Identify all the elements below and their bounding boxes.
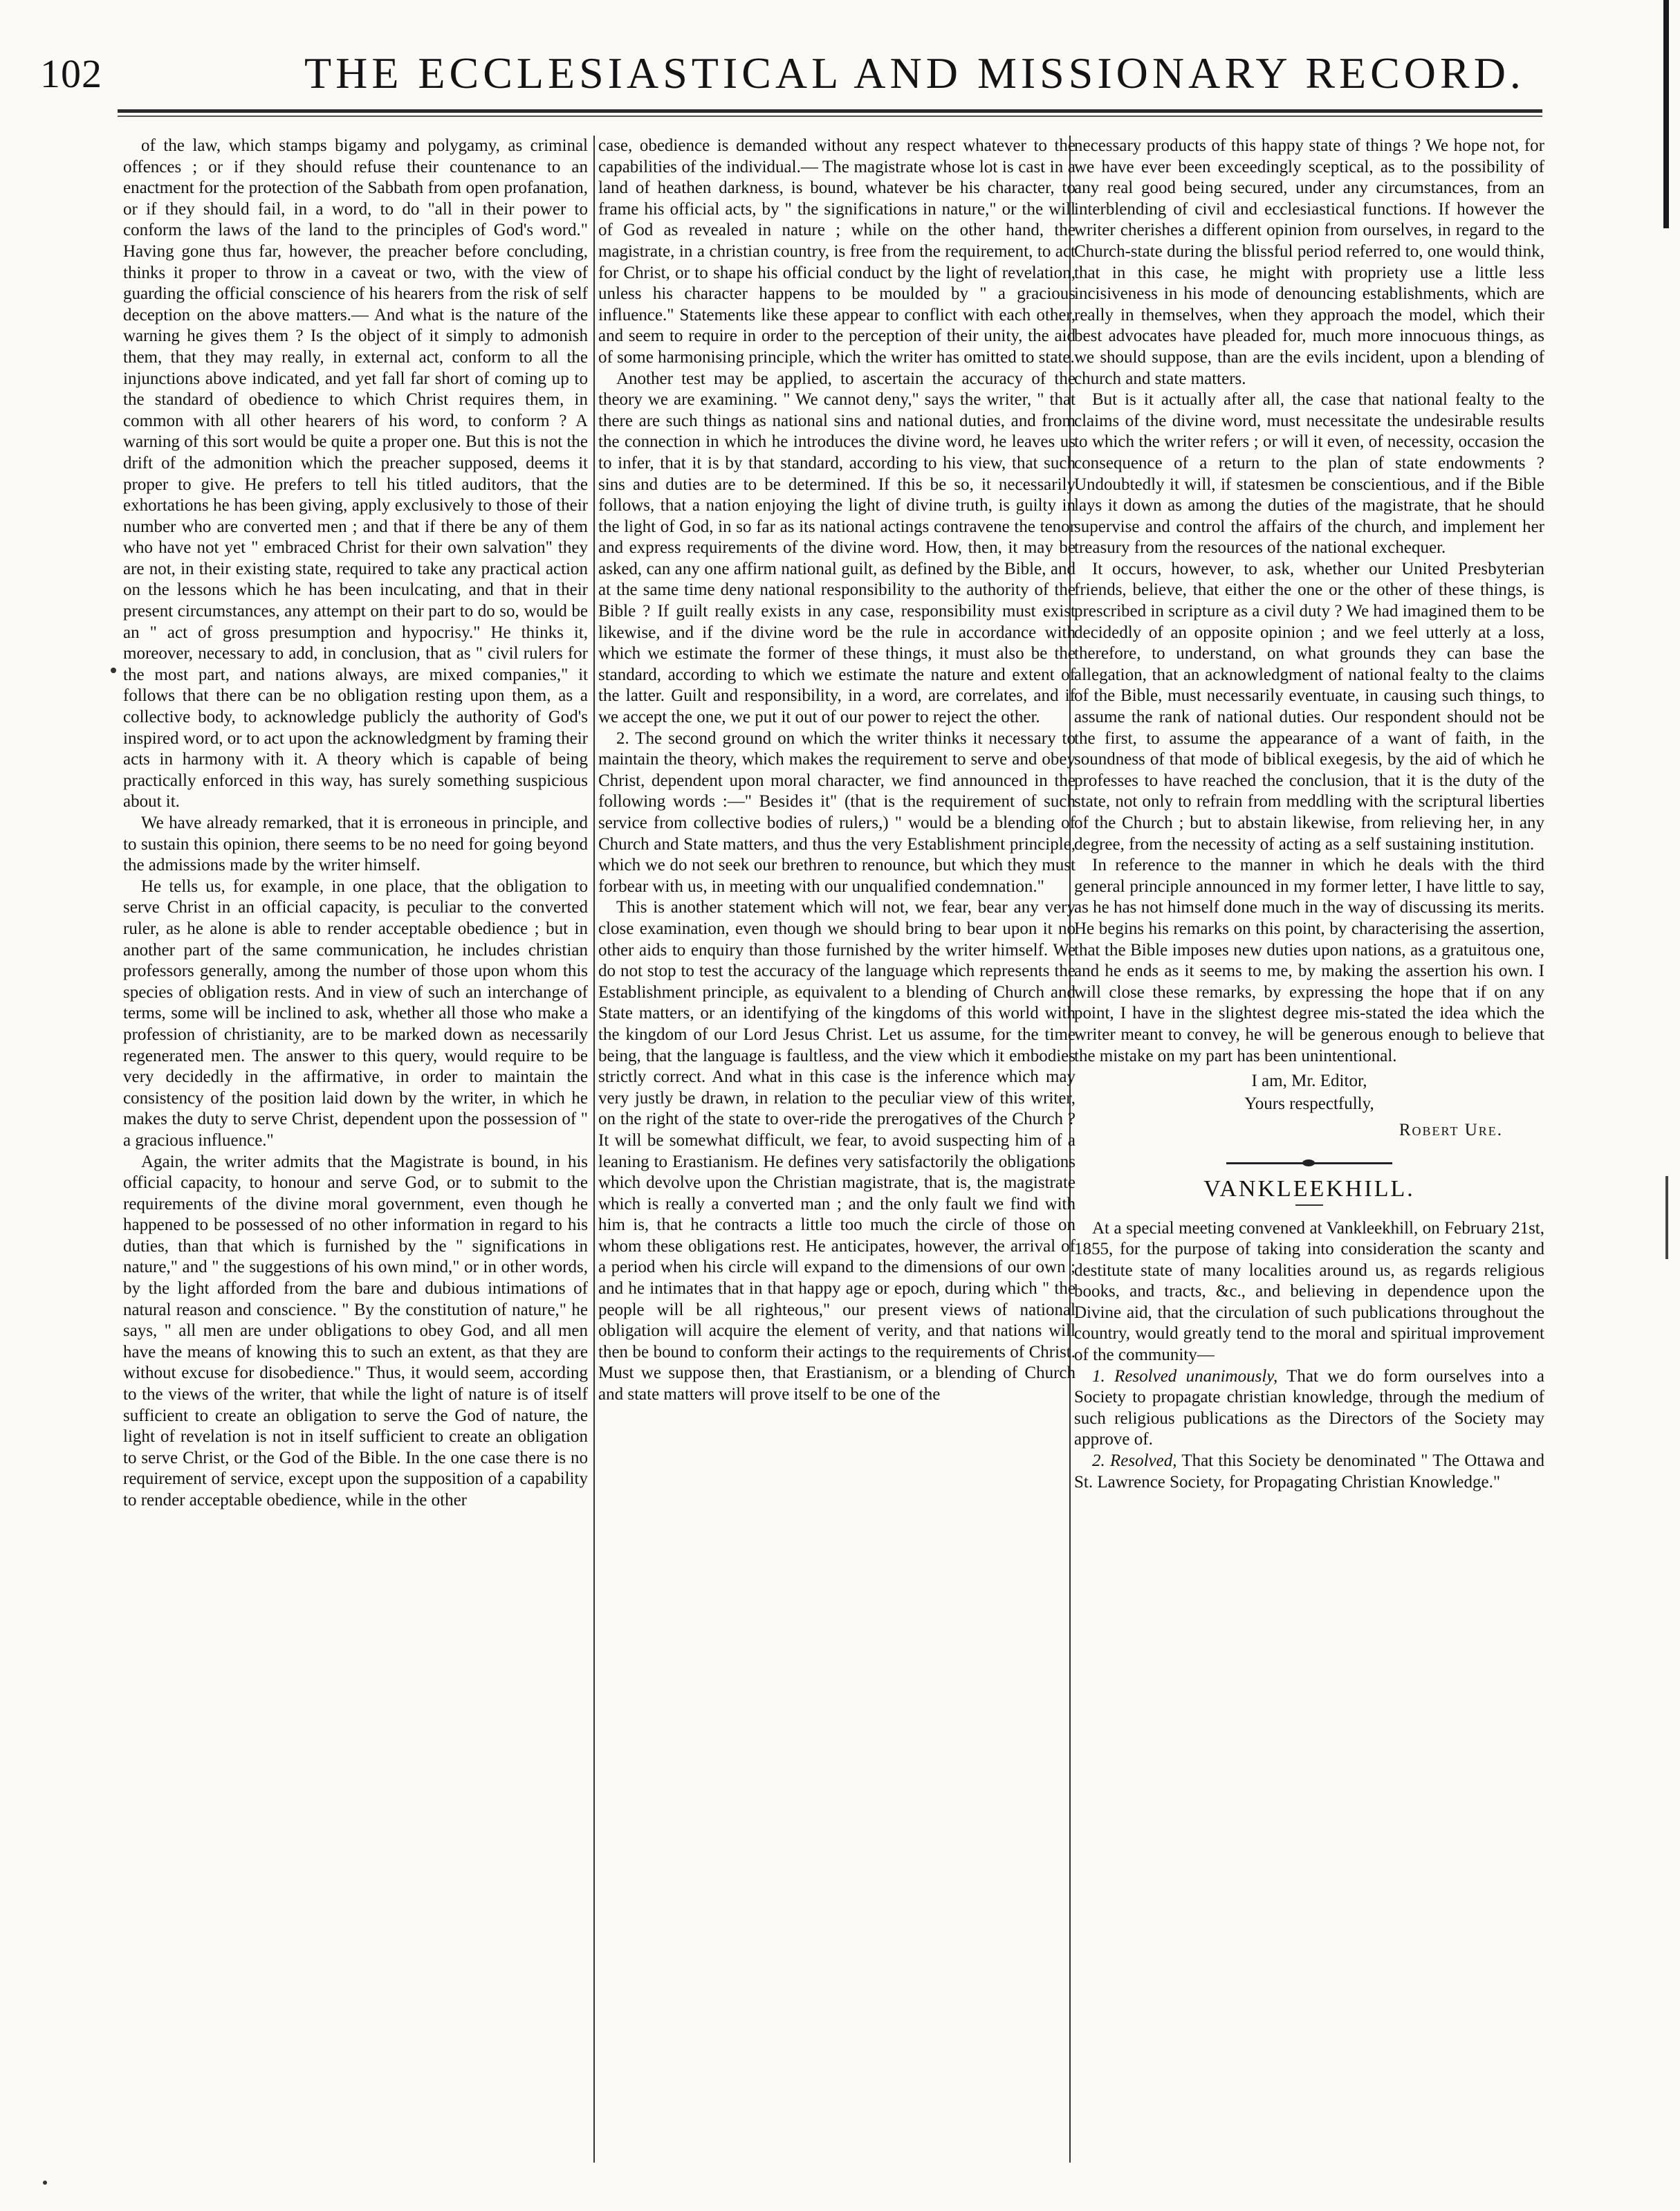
paragraph: It occurs, however, to ask, whether our United Presbyterian friends, believe, that either the one or the other of these things, is prescribed in scripture as a civil duty ? We had imagined them to be decidedly of an opposite opinion ; and we feel utterly at a loss, therefore, to understand, on what grounds they can base the allegation, that an acknowledgment of national fealty to the claims of the Bible, must necessarily eventuate, in causing such things, to assume the rank of national duties. Our respondent should not be the first, to assume the appearance of a want of faith, in the soundness of that mode of biblical exegesis, by the aid of which he professes to have reached the conclusion, that it is the duty of the state, not only to refrain from meddling with the scriptural liberties of the Church ; but to abstain likewise, from relieving her, in any degree, from the necessity of acting as a self sustaining institution.	[1074, 559, 1544, 854]
section-title-rule	[1295, 1204, 1323, 1206]
paragraph: case, obedience is demanded without any respect whatever to the capabilities of the individual.— The magistrate whose lot is cast in a land of heathen darkness, is bound, whatever be his character, to frame his official acts, by " the significations in nature," or the will of God as revealed in nature ; while on the other hand, the magistrate, in a christian country, is free from the requirement, to act for Christ, or to shape his official conduct by the light of revelation, unless his character happens to be moulded by " a gracious influence." Statements like these appear to conflict with each other, and seem to require in order to the perception of their unity, the aid of some harmonising principle, which the writer has omitted to state.	[598, 136, 1076, 367]
paragraph: necessary products of this happy state of things ? We hope not, for we have ever been exceedingly sceptical, as to the possibility of any real good being secured, under any circumstances, from an interblending of civil and ecclesiastical functions. If however the writer cherishes a different opinion from ourselves, in regard to the Church-state during the blissful period referred to, one would think, that in this case, he might with propriety use a little less incisiveness in his mode of denouncing establishments, which are really in themselves, when they approach the model, which their best advocates have pleaded for, much more innocuous things, as we should suppose, than are the evils incident, upon a blending of church and state matters.	[1074, 136, 1544, 388]
resolution-label: 2. Resolved,	[1092, 1451, 1177, 1471]
paragraph: 2. The second ground on which the writer thinks it necessary to maintain the theory, which makes the requirement to serve and obey Christ, dependent upon moral character, we find announced in the following words :—" Besides it" (that is the requirement of such service from collective bodies of rulers,) " would be a blending of Church and State matters, and thus the very Establishment principle, which we do not seek our brethren to renounce, but which they must forbear with us, in meeting with our unqualified condemnation."	[598, 728, 1076, 896]
section-title: VANKLEEKHILL.	[1203, 1175, 1415, 1202]
running-title: THE ECCLESIASTICAL AND MISSIONARY RECORD.	[304, 48, 1525, 98]
paragraph: This is another statement which will not, we fear, bear any very close examination, even though we should bring to bear upon it no other aids to enquiry than those furnished by the writer himself. We do not stop to test the accuracy of the language which represents the Establishment principle, as equivalent to a blending of Church and State matters, or an identifying of the kingdoms of this world with the kingdom of our Lord Jesus Christ. Let us assume, for the time being, that the language is faultless, and the view which it embodies strictly correct. And what in this case is the inference which may very justly be drawn, in relation to the peculiar view of this writer, on the right of the state to over-ride the prerogatives of the Church ? It will be somewhat difficult, we fear, to avoid suspecting him of a leaning to Erastianism. He defines very satisfactorily the obligations which devolve upon the Christian magistrate, that is, the magistrate which is really a converted man ; and the only fault we find with him is, that he contracts a little too much the circle of those on whom these obligations rest. He anticipates, however, the arrival of a period when his circle will expand to the dimensions of our own ; and he intimates that in that happy age or epoch, during which " the people will be all righteous," our present views of national obligation will acquire the element of verity, and that nations will then be bound to conform their actings to the requirements of Christ. Must we suppose then, that Erastianism, or a blending of Church and state matters will prove itself to be one of the	[598, 898, 1076, 1404]
resolution-1	[1074, 1366, 1544, 1451]
paragraph: But is it actually after all, the case that national fealty to the claims of the divine word, must necessitate the undesirable results to which the writer refers ; or will it even, of necessity, occasion the consequence of a return to the plan of state endowments ? Undoubtedly it will, if statesmen be conscientious, and if the Bible lays it down as among the duties of the magistrate, that he should supervise and control the affairs of the church, and implement her treasury from the resources of the national exchequer.	[1074, 390, 1544, 558]
column-middle	[598, 136, 1076, 2163]
page-edge-mark-lower	[1665, 1176, 1668, 1259]
paragraph: Another test may be applied, to ascertain the accuracy of the theory we are examining. " We cannot deny," says the writer, " that there are such things as national sins and national duties, and from the connection in which he introduces the divine word, he leaves us to infer, that it is by that standard, according to his view, that such sins and duties are to be determined. If this be so, it necessarily follows, that a nation enjoying the light of divine truth, is guilty in the light of God, in so far as its national actings contravene the tenor and express requirements of the divine word. How, then, it may be asked, can any one affirm national guilt, as defined by the Bible, and at the same time deny national responsibility to the authority of the Bible ? If guilt really exists in any case, responsibility must exist likewise, and if the divine word be the rule in accordance with which we estimate the former of these things, it must also be the standard, according to which we estimate the nature and extent of the latter. Guilt and responsibility, in a word, are correlates, and if we accept the one, we put it out of our power to reject the other.	[598, 369, 1076, 727]
header-rule-thin	[118, 116, 1542, 117]
ink-smudge	[43, 2181, 47, 2185]
paragraph: We have already remarked, that it is erroneous in principle, and to sustain this opinion, there seems to be no need for going beyond the admissions made by the writer himself.	[123, 814, 588, 875]
page-edge-mark	[1663, 0, 1669, 228]
signature: Robert Ure.	[1399, 1121, 1503, 1140]
column-rule-left	[593, 136, 595, 2163]
resolution-2	[1074, 1451, 1544, 1493]
column-left	[123, 136, 588, 2163]
ink-smudge	[111, 668, 116, 673]
resolution-text: That we do form ourselves into a Society to propagate christian knowledge, through the medium of such religious publications as the Directors of the Society may approve of.	[1074, 1366, 1544, 1449]
page-number: 102	[40, 51, 102, 96]
paragraph: At a special meeting convened at Vankleekhill, on February 21st, 1855, for the purpose of taking into consideration the scanty and destitute state of many localities around us, as regards religious books, and tracts, &c., and believing in dependence upon the Divine aid, that the circulation of such publications throughout the country, would greatly tend to the moral and spiritual improvement of the community—	[1074, 1218, 1544, 1365]
paragraph: He tells us, for example, in one place, that the obligation to serve Christ in an official capacity, is peculiar to the converted ruler, as he alone is able to render acceptable obedience ; but in another part of the same communication, he includes christian professors generally, among the number of those upon whom this species of obligation rests. And in view of such an interchange of terms, some will be inclined to ask, whether all those who make a profession of christianity, are to be marked down as necessarily regenerated men. The answer to this query, would require to be very decidedly in the affirmative, in order to maintain the consistency of the position laid down by the writer, in which he makes the duty to serve Christ, dependent upon the possession of " a gracious influence."	[123, 877, 588, 1150]
header-rule	[118, 109, 1542, 113]
signoff-closing: Yours respectfully,	[1244, 1094, 1374, 1113]
paragraph: In reference to the manner in which he deals with the third general principle announced in my former letter, I have little to say, as he has not himself done much in the way of discussing its merits. He begins his remarks on this point, by characterising the assertion, that the Bible imposes new duties upon nations, as a gratuitous one, and he ends as it seems to me, by making the assertion his own. I will close these remarks, by expressing the hope that if on any point, I have in the slightest degree mis-stated the idea which the writer meant to convey, he will be generous enough to believe that the mistake on my part has been unintentional.	[1074, 856, 1544, 1065]
column-right	[1074, 136, 1544, 2163]
paragraph: Again, the writer admits that the Magistrate is bound, in his official capacity, to honour and serve God, or to submit to the requirements of the divine moral government, even though he happened to be possessed of no other information in regard to his duties, than that which is furnished by the " significations in nature," and " the suggestions of his own mind," or in other words, by the light afforded from the bare and dubious intimations of natural reason and conscience. " By the constitution of nature," he says, " all men are under obligations to obey God, and all men have the means of knowing this to such an extent, as that they are without excuse for disobedience." Thus, it would seem, according to the views of the writer, that while the light of nature is of itself sufficient to create an obligation to serve the God of nature, the light of revelation is not in itself sufficient to create an obligation to serve Christ, or the God of the Bible. In the one case there is no requirement of service, except upon the supposition of a capability to render acceptable obedience, while in the other	[123, 1152, 588, 1510]
section-ornament	[1226, 1159, 1392, 1166]
signoff-salutation: I am, Mr. Editor,	[1251, 1072, 1367, 1091]
paragraph: of the law, which stamps bigamy and polygamy, as criminal offences ; or if they should refuse their countenance to an enactment for the protection of the Sabbath from open profanation, or if they should fail, in a word, to do "all in their power to conform the laws of the land to the principles of God's word." Having gone thus far, however, the preacher before concluding, thinks it proper to throw in a caveat or two, with the view of guarding the official conscience of his hearers from the risk of self deception on the above matters.— And what is the nature of the warning he gives them ? Is the object of it simply to admonish them, that they may really, in external act, conform to all the injunctions above indicated, and yet fall far short of coming up to the standard of obedience to which Christ requires them, in common with all other hearers of his word, to conform ? A warning of this sort would be quite a proper one. But this is not the drift of the admonition which the preacher supposed, deems it proper to give. He prefers to tell his titled auditors, that the exhortations he has been giving, apply exclusively to those of their number who are converted men ; and that if there be any of them who have not yet " embraced Christ for their own salvation" they are not, in their existing state, required to take any practical action on the lessons which he has been inculcating, and that in their present circumstances, any attempt on their part to do so, would be an " act of gross presumption and hypocrisy." He thinks it, moreover, necessary to add, in conclusion, that as " civil rulers for the most part, and nations always, are mixed companies," it follows that there can be no obligation resting upon them, as a collective body, to acknowledge publicly the authority of God's inspired word, or to act upon the acknowledgment by framing their acts in harmony with it. A theory which is capable of being practically enforced in this way, has surely something suspicious about it.	[123, 136, 588, 811]
resolution-label: 1. Resolved unanimously,	[1092, 1366, 1278, 1386]
resolution-text: That this Society be denominated " The Ottawa and St. Lawrence Society, for Propagating Christian Knowledge."	[1074, 1451, 1544, 1492]
